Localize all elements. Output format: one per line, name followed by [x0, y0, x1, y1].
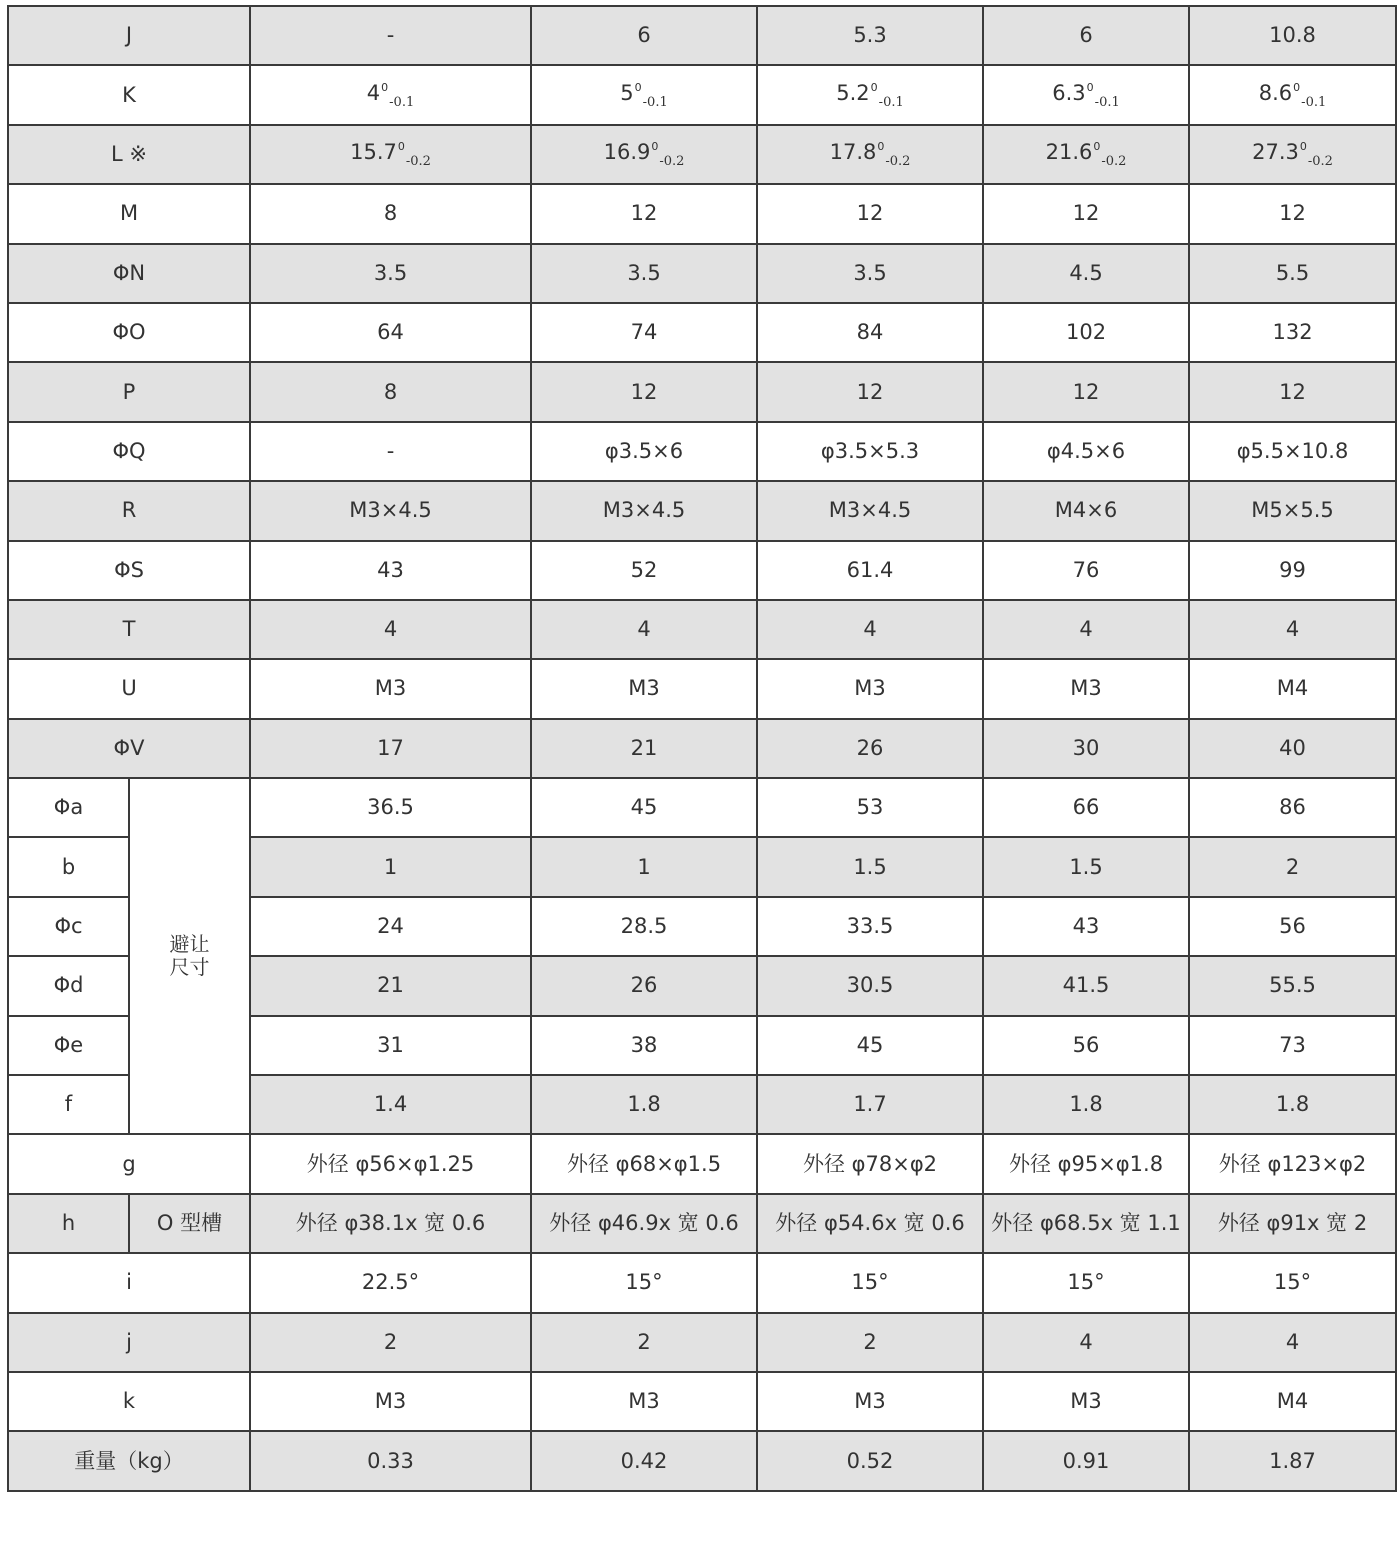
- table-cell: 26: [757, 719, 983, 778]
- table-cell: 26: [531, 956, 757, 1015]
- table-cell: 12: [983, 362, 1189, 421]
- clearance-group-line-2: 尺寸: [169, 955, 210, 980]
- row-label: ΦV: [8, 719, 250, 778]
- tolerance-value: $21.6^0_{-0.2}$: [1045, 139, 1127, 169]
- table-row: [8, 6, 1396, 65]
- table-cell: 56: [983, 1016, 1189, 1075]
- table-cell: 1.4: [250, 1075, 531, 1134]
- table-cell: 31: [250, 1016, 531, 1075]
- table-cell: -: [250, 6, 531, 65]
- tolerance-value: $17.8^0_{-0.2}$: [829, 139, 911, 169]
- table-cell: 0.42: [531, 1431, 757, 1490]
- row-label: Φe: [8, 1016, 129, 1075]
- table-cell: [531, 65, 757, 124]
- table-cell: M3: [757, 1372, 983, 1431]
- table-cell: φ3.5×5.3: [757, 422, 983, 481]
- table-cell: 84: [757, 303, 983, 362]
- table-cell: 2: [1189, 837, 1396, 896]
- row-label: j: [8, 1313, 250, 1372]
- table-cell: 132: [1189, 303, 1396, 362]
- table-cell: 1.5: [983, 837, 1189, 896]
- row-label: Φa: [8, 778, 129, 837]
- table-cell: 15°: [757, 1253, 983, 1312]
- table-cell: [250, 125, 531, 184]
- table-cell: 52: [531, 541, 757, 600]
- table-cell: 15°: [1189, 1253, 1396, 1312]
- table-cell: M4×6: [983, 481, 1189, 540]
- row-label: k: [8, 1372, 250, 1431]
- table-cell: 0.52: [757, 1431, 983, 1490]
- table-cell: 99: [1189, 541, 1396, 600]
- row-label: K: [8, 65, 250, 124]
- table-cell: 1.8: [983, 1075, 1189, 1134]
- table-cell: -: [250, 422, 531, 481]
- table-cell: 2: [757, 1313, 983, 1372]
- spec-table-body: [8, 6, 1396, 1491]
- row-label: 重量（kg）: [8, 1431, 250, 1490]
- clearance-group-label: [129, 778, 250, 1134]
- table-cell: 41.5: [983, 956, 1189, 1015]
- table-cell: [1189, 65, 1396, 124]
- table-cell: [250, 65, 531, 124]
- table-cell: 15°: [983, 1253, 1189, 1312]
- table-cell: 33.5: [757, 897, 983, 956]
- table-cell: 12: [1189, 362, 1396, 421]
- table-cell: M3: [757, 659, 983, 718]
- table-cell: 12: [531, 184, 757, 243]
- table-row: [8, 184, 1396, 243]
- row-label: Φd: [8, 956, 129, 1015]
- table-cell: M3: [531, 1372, 757, 1431]
- table-row: [8, 244, 1396, 303]
- table-cell: 4: [983, 1313, 1189, 1372]
- row-label: g: [8, 1134, 250, 1193]
- spec-table: [7, 5, 1397, 1492]
- table-cell: 外径 φ123×φ2: [1189, 1134, 1396, 1193]
- row-label: i: [8, 1253, 250, 1312]
- table-cell: 3.5: [757, 244, 983, 303]
- table-cell: 61.4: [757, 541, 983, 600]
- table-row: [8, 65, 1396, 124]
- row-label: U: [8, 659, 250, 718]
- tolerance-value: $5^0_{-0.1}$: [620, 80, 668, 110]
- table-cell: M3×4.5: [531, 481, 757, 540]
- table-cell: 外径 φ68×φ1.5: [531, 1134, 757, 1193]
- table-cell: M3: [531, 659, 757, 718]
- row-label: b: [8, 837, 129, 896]
- row-label: f: [8, 1075, 129, 1134]
- table-row: [8, 659, 1396, 718]
- table-cell: 外径 φ68.5x 宽 1.1: [983, 1194, 1189, 1253]
- row-label: L ※: [8, 125, 250, 184]
- tolerance-value: $15.7^0_{-0.2}$: [350, 139, 431, 169]
- table-cell: 45: [757, 1016, 983, 1075]
- table-cell: 17: [250, 719, 531, 778]
- row-label: M: [8, 184, 250, 243]
- row-label: J: [8, 6, 250, 65]
- table-cell: 1.8: [1189, 1075, 1396, 1134]
- tolerance-value: $6.3^0_{-0.1}$: [1052, 80, 1120, 110]
- table-row: [8, 1431, 1396, 1490]
- table-cell: 外径 φ46.9x 宽 0.6: [531, 1194, 757, 1253]
- table-cell: 1.8: [531, 1075, 757, 1134]
- table-cell: 3.5: [531, 244, 757, 303]
- clearance-group-line-1: 避让: [169, 932, 210, 957]
- table-row: [8, 422, 1396, 481]
- table-row: [8, 719, 1396, 778]
- tolerance-value: $27.3^0_{-0.2}$: [1252, 139, 1333, 169]
- table-cell: [983, 65, 1189, 124]
- row-label: Φc: [8, 897, 129, 956]
- row-label: R: [8, 481, 250, 540]
- table-cell: 1.5: [757, 837, 983, 896]
- table-cell: 73: [1189, 1016, 1396, 1075]
- table-cell: M3×4.5: [757, 481, 983, 540]
- table-cell: 40: [1189, 719, 1396, 778]
- table-cell: 0.33: [250, 1431, 531, 1490]
- table-cell: 55.5: [1189, 956, 1396, 1015]
- table-cell: [1189, 125, 1396, 184]
- tolerance-value: $4^0_{-0.1}$: [366, 80, 415, 110]
- table-cell: 4: [983, 600, 1189, 659]
- row-label: ΦO: [8, 303, 250, 362]
- table-cell: 1: [250, 837, 531, 896]
- table-cell: M4: [1189, 1372, 1396, 1431]
- table-cell: 10.8: [1189, 6, 1396, 65]
- table-cell: 8: [250, 184, 531, 243]
- table-cell: 76: [983, 541, 1189, 600]
- table-row: [8, 481, 1396, 540]
- table-cell: 12: [757, 362, 983, 421]
- row-label: P: [8, 362, 250, 421]
- table-cell: φ5.5×10.8: [1189, 422, 1396, 481]
- table-row: [8, 303, 1396, 362]
- row-sublabel: O 型槽: [129, 1194, 250, 1253]
- table-cell: M3: [983, 659, 1189, 718]
- table-cell: 15°: [531, 1253, 757, 1312]
- table-row: [8, 1372, 1396, 1431]
- table-cell: 12: [531, 362, 757, 421]
- table-cell: 外径 φ38.1x 宽 0.6: [250, 1194, 531, 1253]
- table-cell: [757, 65, 983, 124]
- tolerance-value: $16.9^0_{-0.2}$: [603, 139, 685, 169]
- table-cell: 0.91: [983, 1431, 1189, 1490]
- table-cell: 24: [250, 897, 531, 956]
- table-cell: 5.5: [1189, 244, 1396, 303]
- table-cell: 4: [250, 600, 531, 659]
- table-cell: M3×4.5: [250, 481, 531, 540]
- table-cell: 12: [757, 184, 983, 243]
- table-row: [8, 1134, 1396, 1193]
- table-cell: 外径 φ78×φ2: [757, 1134, 983, 1193]
- table-cell: φ4.5×6: [983, 422, 1189, 481]
- table-cell: 74: [531, 303, 757, 362]
- table-cell: 12: [983, 184, 1189, 243]
- table-cell: 6: [531, 6, 757, 65]
- table-cell: 12: [1189, 184, 1396, 243]
- table-cell: 1.7: [757, 1075, 983, 1134]
- table-cell: 4: [1189, 600, 1396, 659]
- row-label: h: [8, 1194, 129, 1253]
- table-cell: [757, 125, 983, 184]
- table-cell: 4: [757, 600, 983, 659]
- table-cell: M5×5.5: [1189, 481, 1396, 540]
- row-label: ΦQ: [8, 422, 250, 481]
- table-cell: 外径 φ56×φ1.25: [250, 1134, 531, 1193]
- table-cell: 43: [250, 541, 531, 600]
- table-cell: 30: [983, 719, 1189, 778]
- table-cell: 2: [531, 1313, 757, 1372]
- table-cell: 4.5: [983, 244, 1189, 303]
- table-row: [8, 362, 1396, 421]
- table-row: [8, 1194, 1396, 1253]
- table-cell: 28.5: [531, 897, 757, 956]
- table-cell: M4: [1189, 659, 1396, 718]
- table-row: [8, 1253, 1396, 1312]
- table-cell: φ3.5×6: [531, 422, 757, 481]
- table-cell: 3.5: [250, 244, 531, 303]
- table-cell: 30.5: [757, 956, 983, 1015]
- tolerance-value: $8.6^0_{-0.1}$: [1258, 80, 1327, 110]
- table-row: [8, 125, 1396, 184]
- table-cell: M3: [250, 659, 531, 718]
- table-cell: 22.5°: [250, 1253, 531, 1312]
- table-cell: 外径 φ95×φ1.8: [983, 1134, 1189, 1193]
- table-cell: 53: [757, 778, 983, 837]
- table-cell: 5.3: [757, 6, 983, 65]
- table-cell: M3: [983, 1372, 1189, 1431]
- table-cell: 45: [531, 778, 757, 837]
- table-row: [8, 600, 1396, 659]
- table-cell: 102: [983, 303, 1189, 362]
- table-cell: 56: [1189, 897, 1396, 956]
- row-label: T: [8, 600, 250, 659]
- row-label: ΦN: [8, 244, 250, 303]
- tolerance-value: $5.2^0_{-0.1}$: [836, 80, 904, 110]
- table-cell: 1.87: [1189, 1431, 1396, 1490]
- table-cell: 2: [250, 1313, 531, 1372]
- table-cell: 4: [531, 600, 757, 659]
- table-cell: 外径 φ91x 宽 2: [1189, 1194, 1396, 1253]
- table-cell: 6: [983, 6, 1189, 65]
- row-label: ΦS: [8, 541, 250, 600]
- table-cell: [983, 125, 1189, 184]
- table-cell: [531, 125, 757, 184]
- table-cell: 21: [250, 956, 531, 1015]
- table-cell: 36.5: [250, 778, 531, 837]
- table-row: [8, 1313, 1396, 1372]
- table-cell: 1: [531, 837, 757, 896]
- table-row: [8, 541, 1396, 600]
- table-cell: 38: [531, 1016, 757, 1075]
- table-cell: 21: [531, 719, 757, 778]
- table-cell: 64: [250, 303, 531, 362]
- table-cell: 86: [1189, 778, 1396, 837]
- table-row: [8, 778, 1396, 837]
- table-cell: 43: [983, 897, 1189, 956]
- table-cell: 外径 φ54.6x 宽 0.6: [757, 1194, 983, 1253]
- table-cell: 4: [1189, 1313, 1396, 1372]
- table-cell: M3: [250, 1372, 531, 1431]
- table-cell: 8: [250, 362, 531, 421]
- table-cell: 66: [983, 778, 1189, 837]
